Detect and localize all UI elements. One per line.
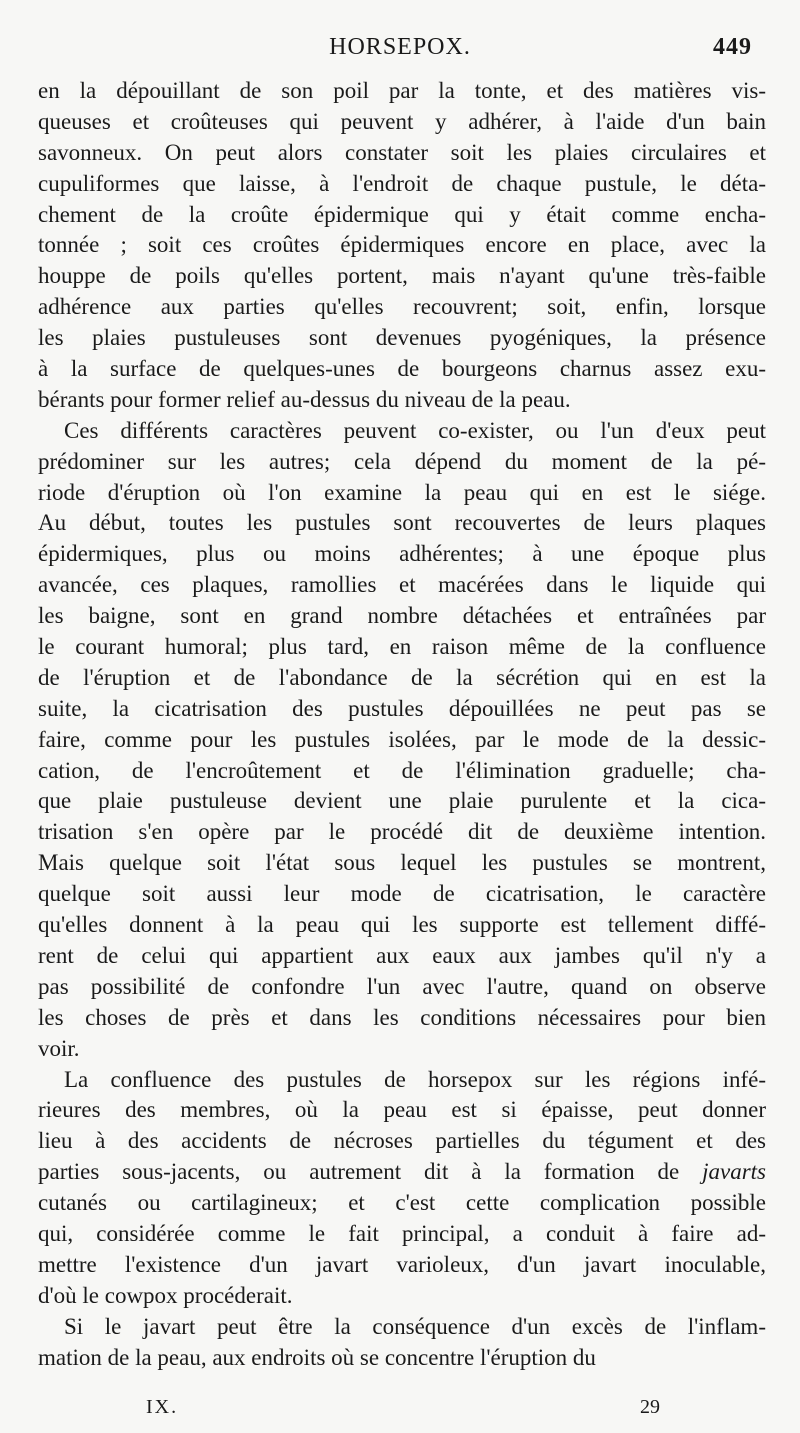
text-line: adhérence aux parties qu'elles recouvrent; soit, enfin, lorsque — [38, 294, 766, 320]
running-title: HORSEPOX. — [329, 34, 471, 60]
text-line: lieu à des accidents de nécroses partielles du tégument et des — [38, 1128, 766, 1154]
paragraph — [38, 1312, 766, 1374]
body-text — [38, 76, 766, 1373]
text-line: le courant humoral; plus tard, en raison même de la confluence — [38, 634, 766, 660]
paragraph — [38, 76, 766, 416]
text-line: cutanés ou cartilagineux; et c'est cette complication possible — [38, 1190, 766, 1216]
text-line: Ces différents caractères peuvent co-exister, ou l'un d'eux peut — [64, 417, 766, 443]
paragraph — [38, 1065, 766, 1312]
text-line: voir. — [38, 1035, 80, 1061]
text-line: faire, comme pour les pustules isolées, par le mode de la dessic- — [38, 726, 766, 752]
text-line: qu'elles donnent à la peau qui les supporte est tellement diffé- — [38, 912, 766, 938]
text-line: riode d'éruption où l'on examine la peau qui en est le siége. — [38, 479, 766, 505]
text-line: les choses de près et dans les conditions nécessaires pour bien — [38, 1004, 766, 1030]
paragraph — [38, 416, 766, 1065]
text-line: cation, de l'encroûtement et de l'élimination graduelle; cha- — [38, 757, 766, 783]
text-line: rent de celui qui appartient aux eaux aux jambes qu'il n'y a — [38, 942, 766, 968]
text-line: parties sous-jacents, ou autrement dit à la formation de javarts — [38, 1159, 766, 1185]
text-line: en la dépouillant de son poil par la tonte, et des matières vis- — [38, 78, 766, 103]
text-line: les plaies pustuleuses sont devenues pyogéniques, la présence — [38, 325, 766, 351]
text-line: pas possibilité de confondre l'un avec l'autre, quand on observe — [38, 973, 766, 999]
running-head — [0, 34, 800, 64]
text-line: les baigne, sont en grand nombre détachées et entraînées par — [38, 603, 766, 629]
page-foot — [0, 1396, 800, 1422]
text-line: houppe de poils qu'elles portent, mais n'ayant qu'une très-faible — [38, 263, 766, 289]
text-line: prédominer sur les autres; cela dépend du moment de la pé- — [38, 448, 766, 474]
text-line: queuses et croûteuses qui peuvent y adhérer, à l'aide d'un bain — [38, 108, 766, 134]
text-line: Si le javart peut être la conséquence d'un excès de l'inflam- — [64, 1313, 766, 1339]
text-line: que plaie pustuleuse devient une plaie purulente et la cica- — [38, 788, 766, 814]
text-line: bérants pour former relief au-dessus du niveau de la peau. — [38, 386, 571, 412]
text-line: d'où le cowpox procéderait. — [38, 1282, 293, 1308]
text-line: chement de la croûte épidermique qui y était comme encha- — [38, 201, 766, 227]
text-line: suite, la cicatrisation des pustules dépouillées ne peut pas se — [38, 695, 766, 721]
text-line: tonnée ; soit ces croûtes épidermiques encore en place, avec la — [38, 232, 766, 258]
sheet-number: 29 — [640, 1396, 660, 1418]
text-line: épidermiques, plus ou moins adhérentes; à une époque plus — [38, 541, 766, 567]
text-line: savonneux. On peut alors constater soit les plaies circulaires et — [38, 139, 766, 165]
text-line: rieures des membres, où la peau est si épaisse, peut donner — [38, 1097, 766, 1123]
signature-mark: IX. — [146, 1396, 179, 1418]
text-line: cupuliformes que laisse, à l'endroit de chaque pustule, le déta- — [38, 170, 766, 196]
text-line: de l'éruption et de l'abondance de la sécrétion qui en est la — [38, 664, 766, 690]
text-line: mation de la peau, aux endroits où se concentre l'éruption du — [38, 1344, 596, 1370]
text-line: Au début, toutes les pustules sont recouvertes de leurs plaques — [38, 510, 766, 536]
text-line: quelque soit aussi leur mode de cicatrisation, le caractère — [38, 881, 766, 907]
page-number: 449 — [713, 34, 752, 60]
text-line: mettre l'existence d'un javart varioleux, d'un javart inoculable, — [38, 1251, 766, 1277]
text-line: à la surface de quelques-unes de bourgeons charnus assez exu- — [38, 356, 766, 382]
text-line: trisation s'en opère par le procédé dit de deuxième intention. — [38, 819, 766, 845]
italic-term: javarts — [702, 1159, 766, 1185]
text-line: Mais quelque soit l'état sous lequel les pustules se montrent, — [38, 850, 766, 876]
text-line: qui, considérée comme le fait principal, a conduit à faire ad- — [38, 1220, 766, 1246]
text-line: avancée, ces plaques, ramollies et macérées dans le liquide qui — [38, 572, 766, 598]
text-line: La confluence des pustules de horsepox sur les régions infé- — [64, 1066, 766, 1092]
